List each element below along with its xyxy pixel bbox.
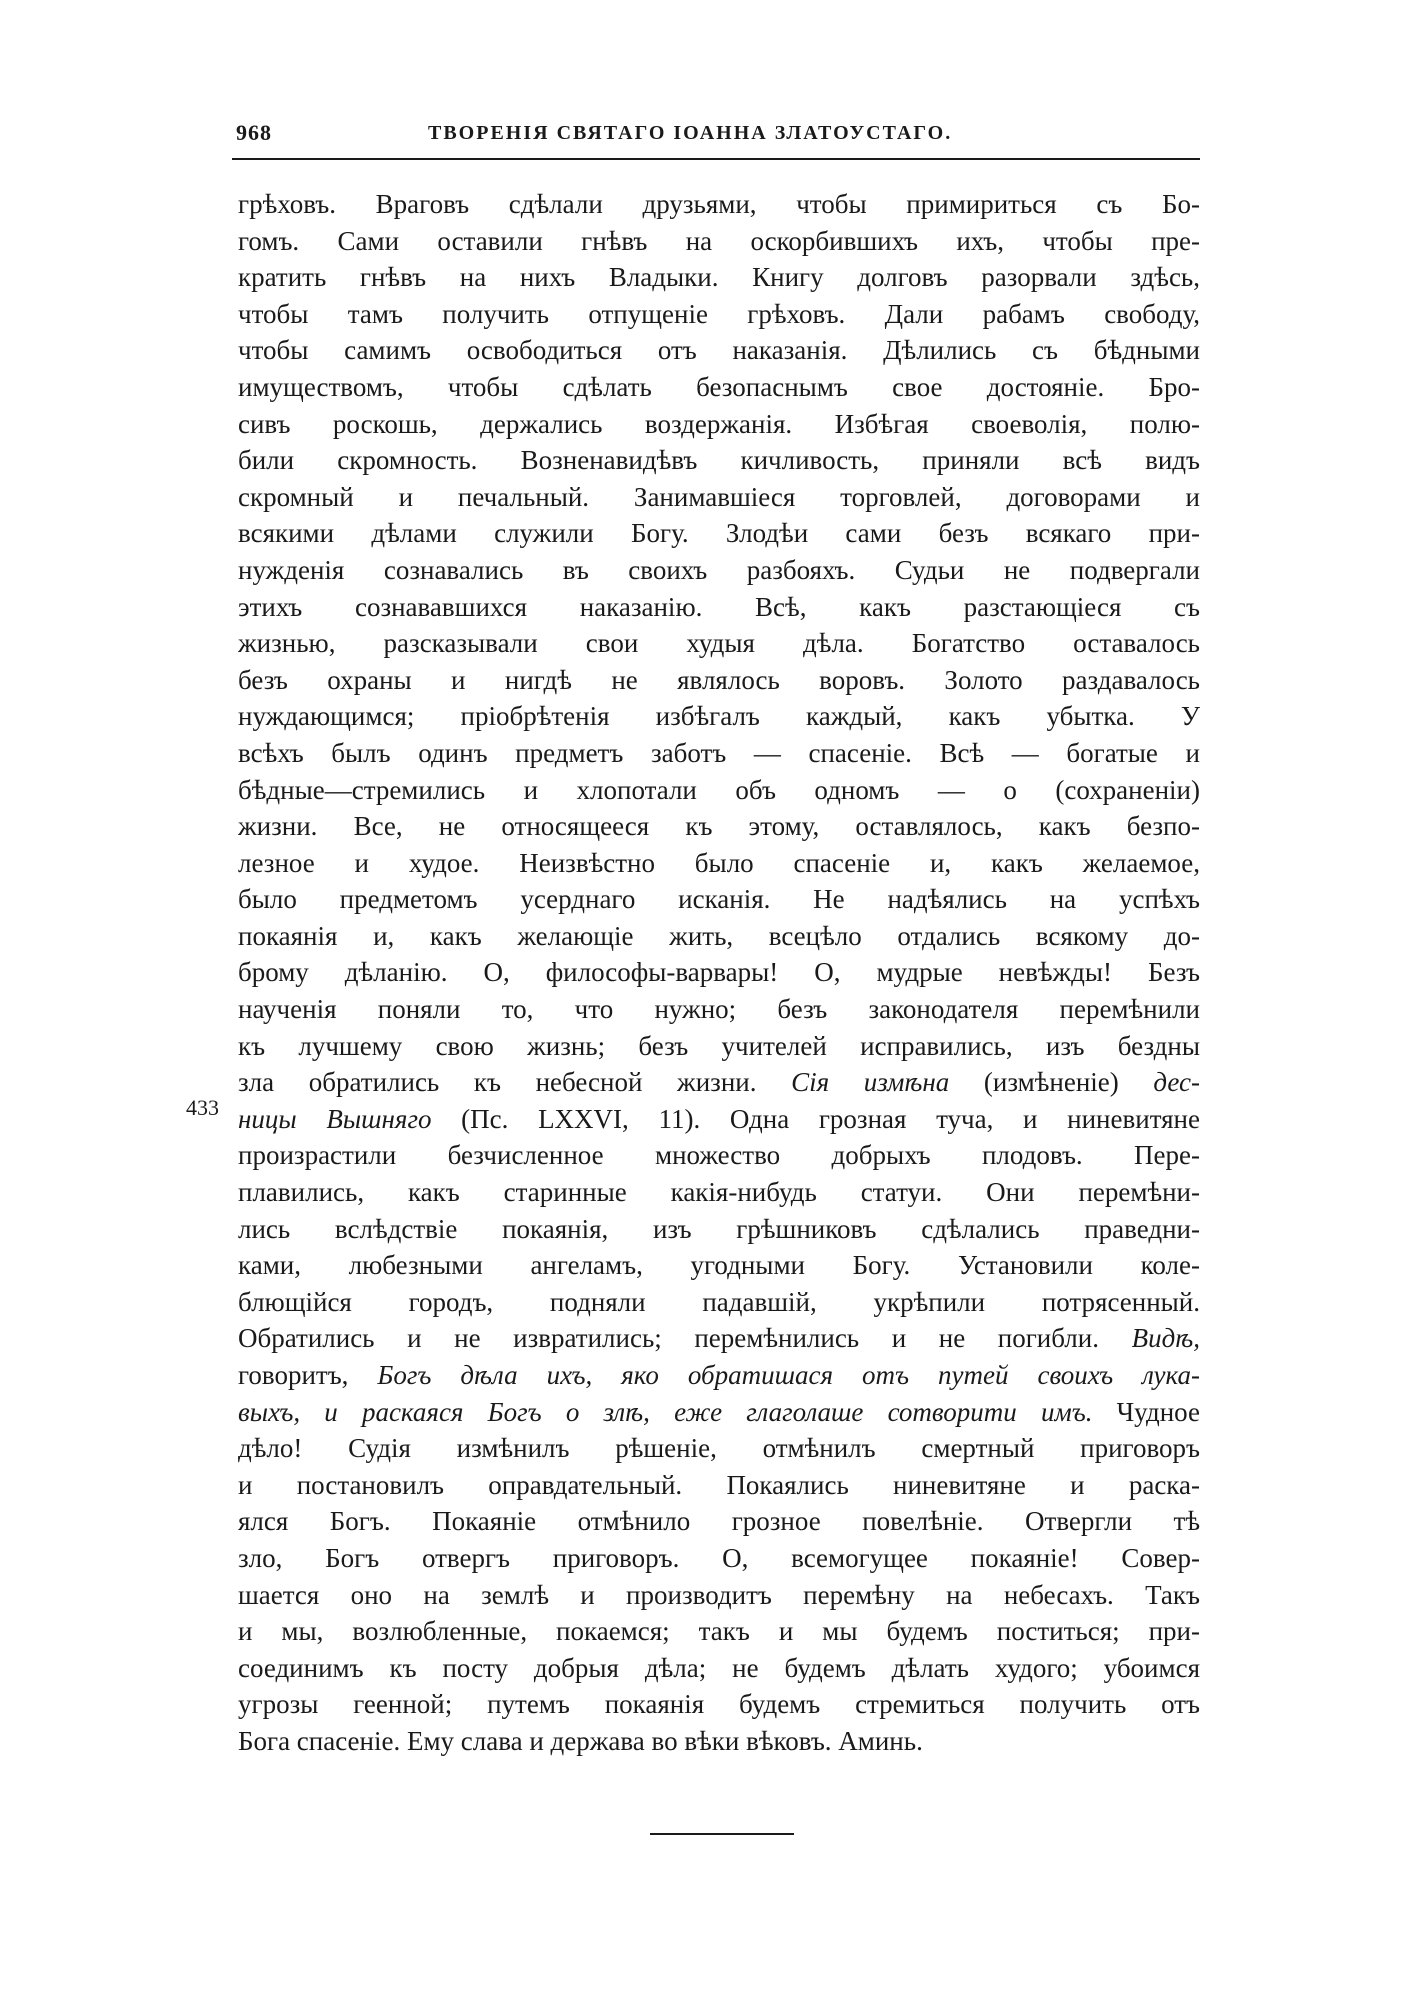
text-run: лезное и худое. Неизвѣстно было спасеніе и, какъ желаемое, <box>238 847 1200 878</box>
text-run: гомъ. Сами оставили гнѣвъ на оскорбившихъ ихъ, чтобы пре- <box>238 225 1200 256</box>
text-run: жизни. Все, не относящееся къ этому, оставлялось, какъ безпо- <box>238 811 1200 842</box>
text-run: имуществомъ, чтобы сдѣлать безопаснымъ свое достояніе. Бро- <box>238 371 1200 402</box>
text-run: и мы, возлюбленные, покаемся; такъ и мы будемъ поститься; при- <box>238 1616 1200 1647</box>
text-line <box>238 1430 1200 1467</box>
text-line <box>238 918 1200 955</box>
text-line <box>238 1211 1200 1248</box>
text-line <box>238 296 1200 333</box>
text-line <box>238 991 1200 1028</box>
text-run: грѣховъ. Враговъ сдѣлали друзьями, чтобы примириться съ Бо- <box>238 189 1200 219</box>
text-run: сивъ роскошь, держались воздержанія. Избѣгая своеволія, полю- <box>238 408 1200 439</box>
text-run: били скромность. Возненавидѣвъ кичливость, приняли всѣ видъ <box>238 445 1200 476</box>
header-rule <box>232 158 1200 160</box>
text-run: нуждающимся; пріобрѣтенія избѣгалъ каждый, какъ убытка. У <box>238 701 1200 732</box>
text-run: лись вслѣдствіе покаянія, изъ грѣшниковъ сдѣлались праведни- <box>238 1213 1200 1244</box>
text-line <box>238 186 1200 223</box>
text-run: Обратились и не извратились; перемѣнились и не погибли. <box>238 1323 1132 1354</box>
body-text <box>238 186 1200 1760</box>
text-line <box>238 1137 1200 1174</box>
text-line <box>238 625 1200 662</box>
italic-quote: Сія измѣна <box>791 1067 950 1098</box>
text-run: жизнью, разсказывали свои худыя дѣла. Богатство оставалось <box>238 628 1200 659</box>
text-run: соединимъ къ посту добрыя дѣла; не будемъ дѣлать худого; убоимся <box>238 1652 1200 1683</box>
text-line <box>238 1723 1200 1760</box>
text-run: угрозы геенной; путемъ покаянія будемъ стремиться получить отъ <box>238 1689 1200 1720</box>
text-run: было предметомъ усерднаго исканія. Не надѣялись на успѣхъ <box>238 884 1200 915</box>
text-line <box>238 1613 1200 1650</box>
text-run: шается оно на землѣ и производитъ перемѣну на небесахъ. Такъ <box>238 1579 1200 1610</box>
end-rule <box>650 1833 794 1835</box>
text-line <box>238 1174 1200 1211</box>
text-line <box>238 698 1200 735</box>
text-line <box>238 1650 1200 1687</box>
text-line <box>238 1320 1200 1357</box>
text-line <box>238 1028 1200 1065</box>
text-run: всякими дѣлами служили Богу. Злодѣи сами безъ всякаго при- <box>238 518 1200 549</box>
text-run: бѣдные—стремились и хлопотали объ одномъ — о (сохраненіи) <box>238 774 1200 805</box>
italic-quote: Видѣ, <box>1131 1323 1200 1354</box>
text-run: Чудное <box>1092 1396 1200 1427</box>
text-run: и постановилъ оправдательный. Покаялись ниневитяне и раска- <box>238 1469 1200 1500</box>
text-line <box>238 589 1200 626</box>
running-title: ТВОРЕНІЯ СВЯТАГО ІОАННА ЗЛАТОУСТАГО. <box>428 122 953 144</box>
text-line <box>238 1284 1200 1321</box>
text-run: произрастили безчисленное множество добрыхъ плодовъ. Пере- <box>238 1140 1200 1171</box>
text-line <box>238 369 1200 406</box>
text-run: (измѣненіе) <box>949 1067 1154 1098</box>
text-line <box>238 1577 1200 1614</box>
text-line <box>238 332 1200 369</box>
text-run: (Пс. LXXVI, 11). Одна грозная туча, и ниневитяне <box>431 1103 1200 1134</box>
page-header <box>232 120 1200 156</box>
margin-page-reference: 433 <box>186 1095 219 1120</box>
text-run: дѣло! Судія измѣнилъ рѣшеніе, отмѣнилъ смертный приговоръ <box>238 1433 1200 1464</box>
text-line <box>238 1540 1200 1577</box>
text-line <box>238 845 1200 882</box>
text-run: всѣхъ былъ одинъ предметъ заботъ — спасеніе. Всѣ — богатые и <box>238 737 1200 768</box>
text-line <box>238 772 1200 809</box>
text-run: Бога спасеніе. Ему слава и держава во вѣки вѣковъ. Аминь. <box>238 1725 923 1756</box>
text-line <box>238 1357 1200 1394</box>
text-line <box>238 735 1200 772</box>
italic-quote: выхъ, и раскаяся Богъ о злѣ, еже глаголаше сотворити имъ. <box>238 1396 1093 1427</box>
text-line <box>238 1064 1200 1101</box>
text-line <box>238 223 1200 260</box>
text-run: покаянія и, какъ желающіе жить, всецѣло отдались всякому до- <box>238 920 1200 951</box>
text-line <box>238 808 1200 845</box>
italic-quote: Богъ дѣла ихъ, яко обратишася отъ путей своихъ лука- <box>377 1360 1200 1390</box>
text-line <box>238 662 1200 699</box>
italic-quote: ницы Вышняго <box>238 1103 432 1134</box>
text-line <box>238 479 1200 516</box>
text-run: говоритъ, <box>238 1360 378 1390</box>
text-line <box>238 1467 1200 1504</box>
text-line <box>238 1247 1200 1284</box>
text-line <box>238 1394 1200 1431</box>
text-run: кратить гнѣвъ на нихъ Владыки. Книгу долговъ разорвали здѣсь, <box>238 262 1200 293</box>
text-run: чтобы тамъ получить отпущеніе грѣховъ. Дали рабамъ свободу, <box>238 298 1200 329</box>
text-run: блющійся городъ, подняли падавшій, укрѣпили потрясенный. <box>238 1286 1200 1317</box>
text-run: безъ охраны и нигдѣ не являлось воровъ. Золото раздавалось <box>238 664 1200 695</box>
text-line <box>238 1686 1200 1723</box>
text-run: чтобы самимъ освободиться отъ наказанія. Дѣлились съ бѣдными <box>238 335 1200 366</box>
text-line <box>238 552 1200 589</box>
text-run: наученія поняли то, что нужно; безъ законодателя перемѣнили <box>238 994 1200 1025</box>
italic-quote: дес- <box>1153 1067 1200 1098</box>
text-run: къ лучшему свою жизнь; безъ учителей исправились, изъ бездны <box>238 1030 1200 1061</box>
text-line <box>238 881 1200 918</box>
text-line <box>238 515 1200 552</box>
text-line <box>238 1101 1200 1138</box>
text-run: брому дѣланію. О, философы-варвары! О, мудрые невѣжды! Безъ <box>238 957 1200 988</box>
text-line <box>238 442 1200 479</box>
text-run: плавились, какъ старинные какія-нибудь статуи. Они перемѣни- <box>238 1177 1200 1208</box>
text-run: нужденія сознавались въ своихъ разбояхъ. Судьи не подвергали <box>238 554 1200 585</box>
text-run: скромный и печальный. Занимавшіеся торговлей, договорами и <box>238 481 1200 512</box>
text-line <box>238 406 1200 443</box>
text-line <box>238 259 1200 296</box>
text-run: ялся Богъ. Покаяніе отмѣнило грозное повелѣніе. Отвергли тѣ <box>238 1506 1200 1537</box>
text-line <box>238 954 1200 991</box>
text-run: зла обратились къ небесной жизни. <box>238 1067 792 1098</box>
text-line <box>238 1503 1200 1540</box>
page-number: 968 <box>236 120 272 145</box>
text-run: ками, любезными ангеламъ, угодными Богу. Установили коле- <box>238 1250 1200 1281</box>
text-run: зло, Богъ отвергъ приговоръ. О, всемогущее покаяніе! Совер- <box>238 1542 1200 1573</box>
text-run: этихъ сознававшихся наказанію. Всѣ, какъ разстающіеся съ <box>238 591 1200 622</box>
